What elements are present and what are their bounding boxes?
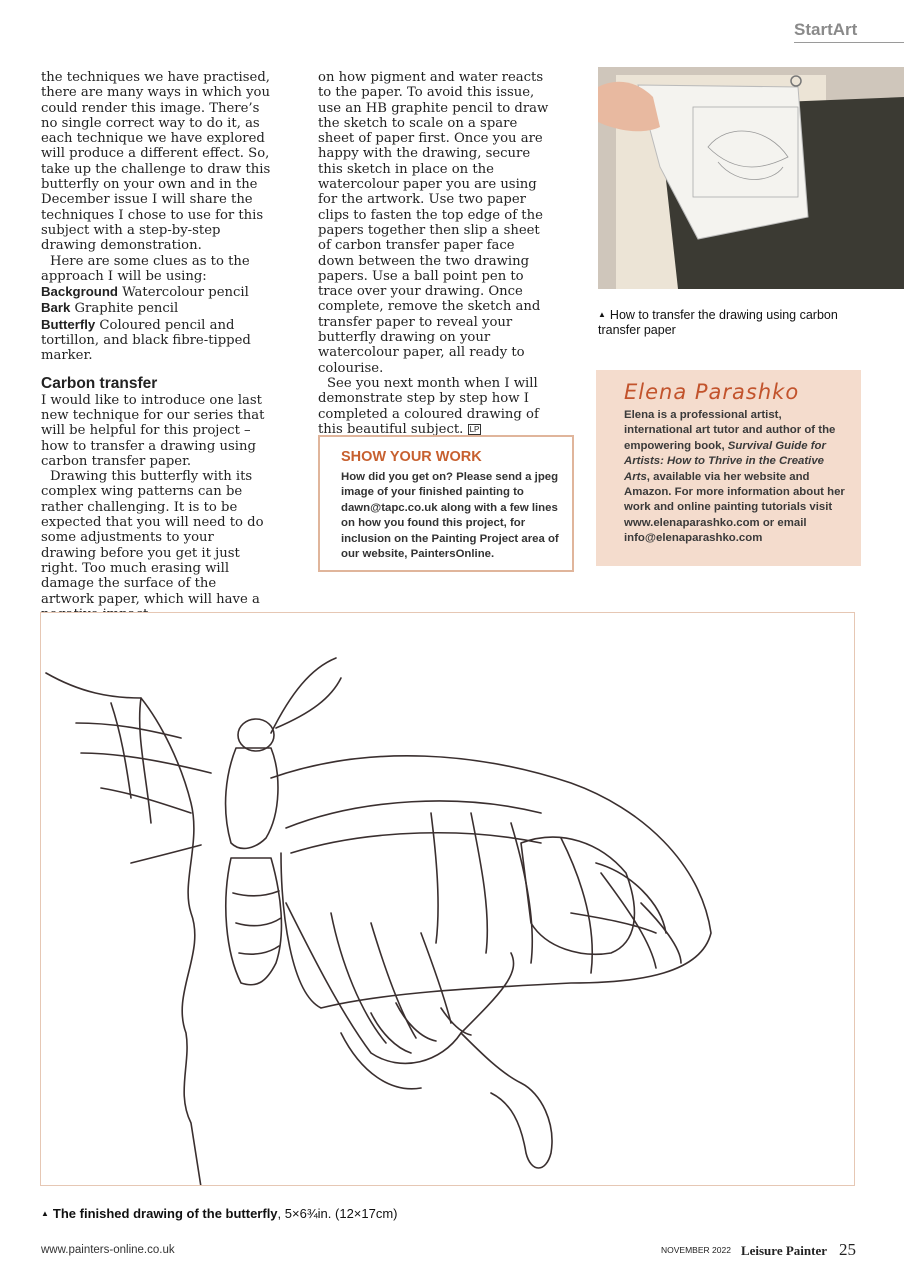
- material-label: Background: [41, 284, 118, 300]
- show-your-work-box: [318, 435, 574, 572]
- end-mark: LP: [469, 424, 480, 434]
- magazine-name: Leisure Painter: [740, 1243, 827, 1258]
- article-column-2: [318, 70, 550, 437]
- triangle-icon: ▲: [598, 310, 606, 319]
- material-item: [41, 284, 273, 300]
- transfer-photo: [598, 67, 904, 289]
- subheading: Carbon transfer: [41, 374, 158, 392]
- author-name: Elena Parashko: [624, 380, 800, 404]
- paragraph-text: See you next month when I will demonstrate step by step how I completed a coloured drawing of this beautiful subject.: [318, 375, 539, 437]
- butterfly-illustration: [41, 613, 855, 1186]
- article-column-1: [41, 70, 273, 622]
- material-text: Graphite pencil: [70, 301, 179, 317]
- material-text: Watercolour pencil: [117, 285, 249, 301]
- footer-url[interactable]: www.painters-online.co.uk: [41, 1244, 175, 1256]
- material-label: Butterfly: [41, 316, 96, 332]
- section-tag: StartArt: [794, 20, 904, 43]
- footer-info: [661, 1240, 856, 1260]
- bio-text-part: Elena is a professional artist, international art tutor and author of the empowering book,: [624, 409, 836, 452]
- drawing-caption-text: , 5×6¾in. (12×17cm): [277, 1206, 398, 1221]
- footer-month: NOVEMBER 2022: [661, 1245, 731, 1255]
- paragraph: Drawing this butterfly with its complex wing patterns can be rather challenging. It is to be expected that you will need to do some adjustments to your drawing before you get it just right. Too much erasing will damage the surface of the artwork paper, which will have a: [41, 469, 264, 607]
- author-bio: [596, 370, 861, 566]
- author-bio-text: [624, 408, 852, 547]
- photo-caption: [598, 307, 878, 338]
- paragraph: Here are some clues as to the approach I will be using:: [41, 253, 250, 284]
- triangle-icon: ▲: [41, 1209, 49, 1218]
- bio-text-part: , available via her website and Amazon. For more information about her work and online painting tutorials visit www.elenaparashko.com or email info@elenaparashko.com: [624, 470, 845, 545]
- paragraph: the techniques we have practised, there are many ways in which you could render this image. There’s no single correct way to do it, as each technique we have explored will produce a different effect. So, take up the challenge to draw this butterfly on your own and in the December issue I will share the techniques I chose to use for this subject with a step-by-step drawing demonstration.: [41, 70, 271, 254]
- paragraph: I would like to introduce one last new technique for our series that will be helpful for this project – how to transfer a drawing using carbon transfer paper.: [41, 392, 265, 469]
- show-your-work-text: How did you get on? Please send a jpeg image of your finished painting to dawn@tapc.co.uk along with a few lines on how you found this project, for inclusion on the Painting Project area of our website, PaintersOnline.: [341, 471, 559, 561]
- material-item: [41, 317, 273, 364]
- paragraph: [318, 376, 550, 437]
- drawing-caption: [41, 1206, 641, 1221]
- butterfly-drawing: [40, 612, 855, 1186]
- show-your-work-title: SHOW YOUR WORK: [341, 449, 482, 465]
- material-text: Coloured pencil and tortillon, and black fibre-tipped marker.: [41, 317, 251, 364]
- transfer-photo-illustration: [598, 67, 904, 289]
- book-title: Survival Guide for Artists: How to Thrive in the Creative Arts: [624, 439, 826, 483]
- material-label: Bark: [41, 300, 71, 316]
- paragraph: on how pigment and water reacts to the paper. To avoid this issue, use an HB graphite pencil to draw the sketch to scale on a spare sheet of paper first. Once you are happy with the drawing, secure this sketch in place on the watercolour paper you are using for the artwork. Use two paper clips to fasten the top edge of the papers together then slip a sheet of carbon transfer paper face down between the two drawing papers. Use a ball point pen to trace over your drawing. Once complete, remove the sketch and transfer paper to reveal your butterfly drawing on your watercolour paper, all ready to colourise.: [318, 70, 549, 376]
- material-item: [41, 300, 273, 316]
- drawing-caption-bold: The finished drawing of the butterfly: [52, 1206, 278, 1221]
- photo-caption-text: How to transfer the drawing using carbon transfer paper: [598, 308, 838, 337]
- page-number: 25: [839, 1240, 856, 1259]
